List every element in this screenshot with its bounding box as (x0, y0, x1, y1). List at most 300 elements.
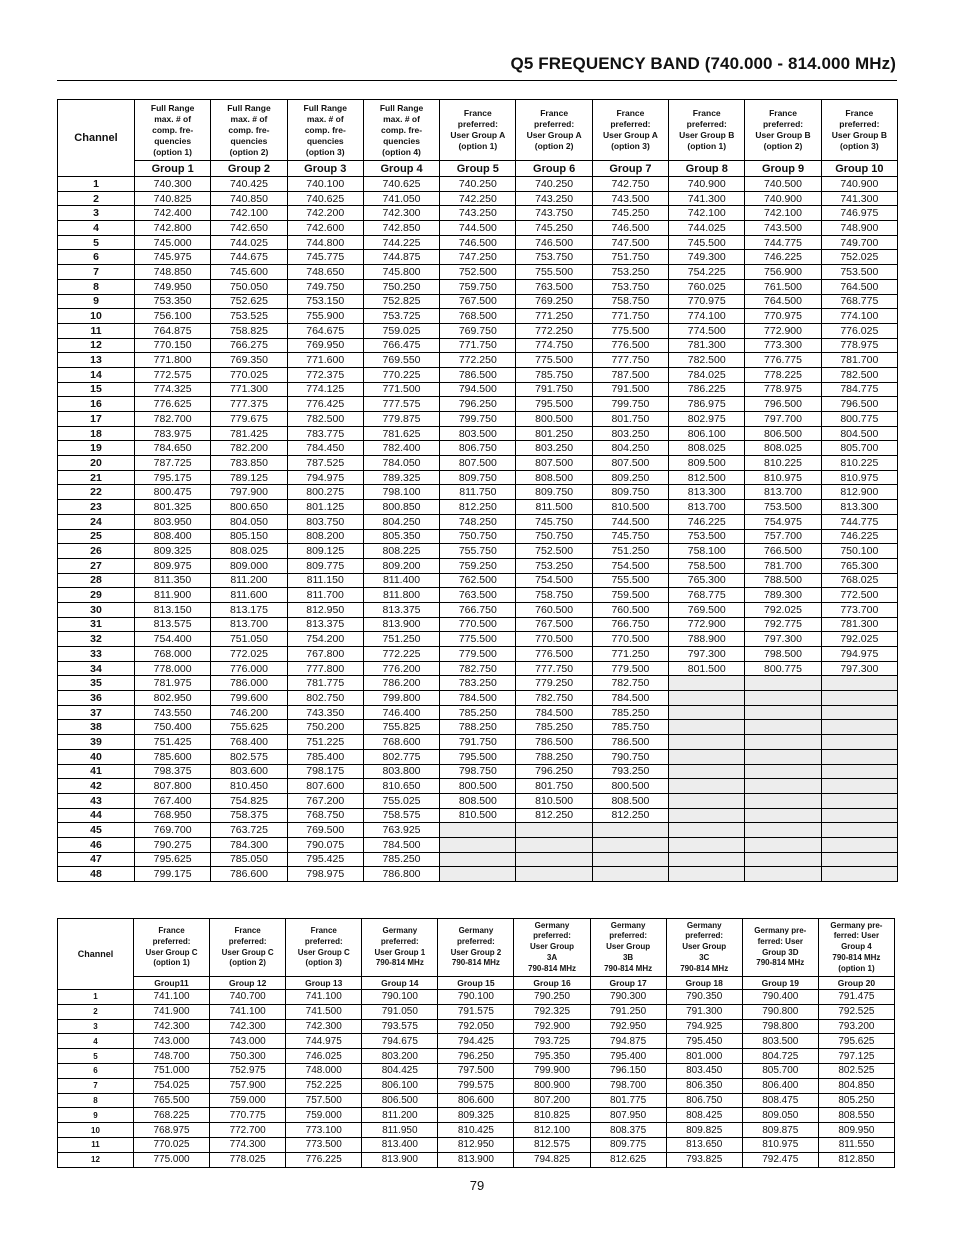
frequency-cell: 758.375 (211, 808, 287, 823)
empty-cell (669, 837, 745, 852)
frequency-cell: 746.400 (363, 705, 439, 720)
frequency-cell: 803.250 (592, 426, 668, 441)
frequency-cell: 742.800 (135, 221, 211, 236)
frequency-cell: 785.050 (211, 852, 287, 867)
frequency-cell: 769.350 (211, 353, 287, 368)
frequency-cell: 768.500 (440, 309, 516, 324)
frequency-cell: 791.300 (666, 1004, 742, 1019)
table-row (58, 265, 898, 280)
table-row (58, 485, 898, 500)
frequency-cell: 810.500 (440, 808, 516, 823)
empty-cell (592, 867, 668, 882)
frequency-cell: 740.625 (363, 177, 439, 192)
frequency-cell: 764.500 (821, 279, 897, 294)
frequency-cell: 813.700 (669, 500, 745, 515)
empty-cell (669, 705, 745, 720)
channel-number: 4 (58, 221, 135, 236)
frequency-cell: 811.750 (440, 485, 516, 500)
frequency-cell: 775.500 (516, 353, 592, 368)
frequency-cell: 782.500 (287, 412, 363, 427)
frequency-cell: 795.625 (135, 852, 211, 867)
frequency-cell: 791.475 (818, 990, 894, 1005)
frequency-cell: 809.975 (135, 558, 211, 573)
frequency-cell: 742.100 (745, 206, 821, 221)
column-header-line: 790-814 MHz (528, 963, 577, 973)
frequency-cell: 786.800 (363, 867, 439, 882)
frequency-cell: 775.500 (440, 632, 516, 647)
frequency-cell: 811.700 (287, 588, 363, 603)
frequency-cell: 810.975 (742, 1137, 818, 1152)
frequency-cell: 743.000 (134, 1034, 210, 1049)
frequency-cell: 784.500 (363, 837, 439, 852)
frequency-cell: 753.250 (516, 558, 592, 573)
column-header-line: Group 4 (841, 942, 872, 952)
frequency-cell: 813.150 (135, 602, 211, 617)
frequency-cell: 801.750 (592, 412, 668, 427)
frequency-cell: 803.450 (666, 1063, 742, 1078)
channel-number: 12 (58, 1152, 134, 1167)
frequency-cell: 798.500 (745, 647, 821, 662)
frequency-cell: 781.975 (135, 676, 211, 691)
frequency-cell: 776.200 (363, 661, 439, 676)
frequency-cell: 747.500 (592, 235, 668, 250)
frequency-cell: 768.750 (287, 808, 363, 823)
frequency-cell: 809.775 (590, 1137, 666, 1152)
frequency-cell: 766.475 (363, 338, 439, 353)
group-header: Group 18 (666, 977, 742, 990)
column-header (666, 919, 742, 977)
table-row (58, 309, 898, 324)
frequency-cell: 799.600 (211, 691, 287, 706)
frequency-cell: 770.150 (135, 338, 211, 353)
frequency-cell: 740.250 (516, 177, 592, 192)
channel-number: 33 (58, 647, 135, 662)
frequency-cell: 806.750 (440, 441, 516, 456)
frequency-cell: 740.100 (287, 177, 363, 192)
frequency-cell: 808.025 (669, 441, 745, 456)
frequency-cell: 781.625 (363, 426, 439, 441)
column-header-line: comp. fre- (304, 124, 346, 135)
frequency-cell: 800.500 (516, 412, 592, 427)
channel-number: 46 (58, 837, 135, 852)
frequency-cell: 788.250 (440, 720, 516, 735)
frequency-cell: 753.150 (287, 294, 363, 309)
frequency-cell: 770.500 (440, 617, 516, 632)
channel-number: 13 (58, 353, 135, 368)
frequency-cell: 809.750 (516, 485, 592, 500)
channel-number: 5 (58, 235, 135, 250)
table-row (58, 720, 898, 735)
frequency-cell: 811.550 (818, 1137, 894, 1152)
column-header-line: User Group (530, 942, 575, 952)
frequency-cell: 761.500 (745, 279, 821, 294)
frequency-cell: 758.825 (211, 323, 287, 338)
column-header-line: (option 3) (839, 141, 879, 151)
frequency-cell: 796.250 (440, 397, 516, 412)
frequency-cell: 795.425 (287, 852, 363, 867)
table-row (58, 558, 898, 573)
frequency-cell: 774.500 (669, 323, 745, 338)
empty-cell (669, 793, 745, 808)
table-row (58, 500, 898, 515)
frequency-cell: 790.800 (742, 1004, 818, 1019)
frequency-cell: 775.000 (134, 1152, 210, 1167)
frequency-cell: 758.500 (669, 558, 745, 573)
frequency-cell: 769.750 (440, 323, 516, 338)
frequency-cell: 811.400 (363, 573, 439, 588)
column-header-line: (option 1) (153, 146, 192, 157)
table-row (58, 1049, 895, 1064)
channel-number: 16 (58, 397, 135, 412)
frequency-cell: 773.500 (286, 1137, 362, 1152)
frequency-cell: 770.975 (745, 309, 821, 324)
column-header-line: User Group B (831, 130, 887, 140)
channel-number: 23 (58, 500, 135, 515)
frequency-cell: 809.050 (742, 1108, 818, 1123)
frequency-cell: 743.550 (135, 705, 211, 720)
frequency-cell: 800.500 (440, 779, 516, 794)
empty-cell (745, 808, 821, 823)
empty-cell (669, 808, 745, 823)
frequency-cell: 801.775 (590, 1093, 666, 1108)
frequency-cell: 797.300 (669, 647, 745, 662)
frequency-cell: 744.875 (363, 250, 439, 265)
frequency-cell: 766.750 (440, 602, 516, 617)
frequency-cell: 746.025 (286, 1049, 362, 1064)
frequency-cell: 751.050 (211, 632, 287, 647)
group-header: Group 12 (210, 977, 286, 990)
frequency-cell: 797.900 (211, 485, 287, 500)
channel-number: 22 (58, 485, 135, 500)
frequency-cell: 772.025 (211, 647, 287, 662)
table-row (58, 1063, 895, 1078)
empty-cell (745, 779, 821, 794)
column-header-line: max. # of (230, 113, 268, 124)
frequency-cell: 767.400 (135, 793, 211, 808)
frequency-cell: 782.750 (440, 661, 516, 676)
empty-cell (592, 823, 668, 838)
frequency-cell: 802.525 (818, 1063, 894, 1078)
column-header-line: User Group C (221, 947, 274, 957)
frequency-cell: 803.750 (287, 514, 363, 529)
frequency-cell: 806.400 (742, 1078, 818, 1093)
channel-number: 18 (58, 426, 135, 441)
frequency-cell: 812.575 (514, 1137, 590, 1152)
frequency-cell: 750.050 (211, 279, 287, 294)
frequency-cell: 813.700 (745, 485, 821, 500)
frequency-cell: 810.500 (592, 500, 668, 515)
column-header-line: France (540, 108, 569, 118)
frequency-cell: 772.575 (135, 367, 211, 382)
column-header-line: (option 2) (534, 141, 574, 151)
frequency-cell: 752.500 (440, 265, 516, 280)
frequency-cell: 809.250 (592, 470, 668, 485)
frequency-cell: 776.025 (821, 323, 897, 338)
frequency-cell: 766.500 (745, 544, 821, 559)
frequency-cell: 811.350 (135, 573, 211, 588)
column-header-line: (option 2) (229, 958, 266, 968)
frequency-cell: 809.500 (669, 456, 745, 471)
frequency-cell: 742.300 (134, 1019, 210, 1034)
column-header-line: User Group 2 (450, 947, 502, 957)
frequency-cell: 770.500 (592, 632, 668, 647)
frequency-cell: 765.300 (821, 558, 897, 573)
empty-cell (745, 837, 821, 852)
empty-cell (669, 867, 745, 882)
frequency-cell: 806.500 (362, 1093, 438, 1108)
frequency-cell: 795.500 (516, 397, 592, 412)
empty-cell (516, 837, 592, 852)
frequency-cell: 796.500 (745, 397, 821, 412)
frequency-cell: 743.000 (210, 1034, 286, 1049)
column-header-line: max. # of (383, 113, 420, 124)
table-row (58, 426, 898, 441)
frequency-cell: 746.500 (440, 235, 516, 250)
frequency-cell: 751.250 (363, 632, 439, 647)
frequency-cell: 768.775 (821, 294, 897, 309)
frequency-cell: 794.675 (362, 1034, 438, 1049)
frequency-cell: 781.700 (821, 353, 897, 368)
column-header-line: 790-814 MHz (375, 958, 424, 968)
frequency-cell: 772.375 (287, 367, 363, 382)
frequency-cell: 742.400 (135, 206, 211, 221)
frequency-cell: 764.675 (287, 323, 363, 338)
frequency-cell: 741.900 (134, 1004, 210, 1019)
frequency-cell: 806.500 (745, 426, 821, 441)
frequency-cell: 811.200 (362, 1108, 438, 1123)
frequency-cell: 803.600 (211, 764, 287, 779)
frequency-cell: 785.400 (287, 749, 363, 764)
frequency-cell: 744.775 (745, 235, 821, 250)
frequency-cell: 748.250 (440, 514, 516, 529)
frequency-cell: 807.950 (590, 1108, 666, 1123)
frequency-cell: 811.500 (516, 500, 592, 515)
frequency-cell: 808.025 (211, 544, 287, 559)
frequency-cell: 785.250 (363, 852, 439, 867)
column-header-line: Full Range (150, 102, 195, 113)
frequency-cell: 755.900 (287, 309, 363, 324)
frequency-cell: 763.925 (363, 823, 439, 838)
frequency-cell: 770.775 (210, 1108, 286, 1123)
column-header (821, 100, 897, 161)
frequency-cell: 759.025 (363, 323, 439, 338)
frequency-cell: 793.250 (592, 764, 668, 779)
group-header: Group 17 (590, 977, 666, 990)
frequency-cell: 812.250 (592, 808, 668, 823)
page-number: 79 (469, 1178, 485, 1193)
column-header-line: (option 3) (611, 141, 650, 151)
frequency-cell: 808.200 (287, 529, 363, 544)
frequency-cell: 803.200 (362, 1049, 438, 1064)
group-header: Group 8 (669, 161, 745, 177)
frequency-cell: 804.250 (363, 514, 439, 529)
frequency-cell: 807.600 (287, 779, 363, 794)
frequency-cell: 800.650 (211, 500, 287, 515)
frequency-cell: 805.700 (821, 441, 897, 456)
empty-cell (440, 867, 516, 882)
frequency-cell: 750.750 (516, 529, 592, 544)
column-header-line: max. # of (306, 113, 344, 124)
column-header-line: France (310, 925, 337, 935)
frequency-cell: 794.500 (440, 382, 516, 397)
group-header: Group 5 (440, 161, 516, 177)
frequency-cell: 809.950 (818, 1123, 894, 1138)
frequency-cell: 750.400 (135, 720, 211, 735)
frequency-cell: 754.500 (516, 573, 592, 588)
empty-cell (821, 823, 897, 838)
frequency-cell: 754.500 (592, 558, 668, 573)
frequency-cell: 773.100 (286, 1123, 362, 1138)
frequency-cell: 794.925 (666, 1019, 742, 1034)
frequency-cell: 782.500 (821, 367, 897, 382)
frequency-cell: 797.700 (745, 412, 821, 427)
frequency-cell: 777.575 (363, 397, 439, 412)
frequency-cell: 748.900 (821, 221, 897, 236)
frequency-table-groups-11-20 (57, 918, 895, 1168)
table-row (58, 661, 898, 676)
frequency-cell: 742.100 (669, 206, 745, 221)
table-row (58, 602, 898, 617)
column-header-line: 790-814 MHz (832, 952, 881, 962)
frequency-cell: 748.700 (134, 1049, 210, 1064)
column-header-line: User Group C (145, 947, 198, 957)
channel-number: 21 (58, 470, 135, 485)
channel-number: 42 (58, 779, 135, 794)
column-header-line: ferred: User (833, 931, 880, 941)
channel-number: 11 (58, 323, 135, 338)
frequency-cell: 790.275 (135, 837, 211, 852)
frequency-cell: 774.325 (135, 382, 211, 397)
frequency-cell: 742.750 (592, 177, 668, 192)
empty-cell (440, 852, 516, 867)
frequency-cell: 753.250 (592, 265, 668, 280)
channel-number: 28 (58, 573, 135, 588)
frequency-cell: 750.250 (363, 279, 439, 294)
channel-number: 3 (58, 206, 135, 221)
frequency-cell: 784.500 (440, 691, 516, 706)
table-row (58, 749, 898, 764)
frequency-cell: 753.525 (211, 309, 287, 324)
empty-cell (669, 764, 745, 779)
column-header (818, 919, 894, 977)
frequency-cell: 786.975 (669, 397, 745, 412)
channel-number: 24 (58, 514, 135, 529)
column-header-line: User Group 1 (374, 947, 426, 957)
frequency-cell: 794.875 (590, 1034, 666, 1049)
empty-cell (821, 867, 897, 882)
channel-number: 6 (58, 1063, 134, 1078)
frequency-cell: 744.775 (821, 514, 897, 529)
frequency-cell: 785.750 (592, 720, 668, 735)
frequency-cell: 785.250 (440, 705, 516, 720)
table-row (58, 676, 898, 691)
frequency-cell: 802.950 (135, 691, 211, 706)
frequency-cell: 789.300 (745, 588, 821, 603)
column-header-line: ferred: User (757, 936, 803, 946)
frequency-cell: 754.025 (134, 1078, 210, 1093)
column-header-line: User Group (606, 942, 651, 952)
frequency-cell: 798.750 (440, 764, 516, 779)
column-header-line: (option 1) (838, 963, 875, 973)
frequency-cell: 752.500 (516, 544, 592, 559)
empty-cell (821, 779, 897, 794)
column-header (286, 919, 362, 977)
column-header-line: 3C (699, 952, 710, 962)
frequency-cell: 784.500 (592, 691, 668, 706)
frequency-cell: 813.900 (363, 617, 439, 632)
channel-number: 10 (58, 1123, 134, 1138)
frequency-cell: 755.500 (516, 265, 592, 280)
frequency-cell: 745.250 (592, 206, 668, 221)
column-header-line: comp. fre- (380, 124, 423, 135)
frequency-cell: 749.300 (669, 250, 745, 265)
frequency-cell: 791.050 (362, 1004, 438, 1019)
column-header-line: (option 3) (305, 146, 345, 157)
column-header-line: preferred: (304, 936, 343, 946)
frequency-cell: 750.300 (210, 1049, 286, 1064)
table-row (58, 1004, 895, 1019)
frequency-cell: 744.025 (669, 221, 745, 236)
channel-number: 4 (58, 1034, 134, 1049)
frequency-cell: 743.250 (516, 191, 592, 206)
frequency-cell: 811.900 (135, 588, 211, 603)
frequency-cell: 769.700 (135, 823, 211, 838)
frequency-cell: 797.500 (438, 1063, 514, 1078)
frequency-cell: 781.700 (745, 558, 821, 573)
frequency-cell: 740.425 (211, 177, 287, 192)
table-row (58, 235, 898, 250)
frequency-cell: 806.100 (362, 1078, 438, 1093)
channel-number: 12 (58, 338, 135, 353)
frequency-cell: 813.650 (666, 1137, 742, 1152)
channel-number: 15 (58, 382, 135, 397)
table-row (58, 837, 898, 852)
column-header (211, 100, 287, 161)
empty-cell (821, 764, 897, 779)
group-header: Group 10 (821, 161, 897, 177)
table-row (58, 779, 898, 794)
column-header-line: 790-814 MHz (451, 958, 500, 968)
frequency-cell: 805.700 (742, 1063, 818, 1078)
frequency-cell: 809.750 (592, 485, 668, 500)
table-row (58, 647, 898, 662)
frequency-cell: 813.300 (669, 485, 745, 500)
frequency-cell: 763.500 (516, 279, 592, 294)
frequency-cell: 807.200 (514, 1093, 590, 1108)
frequency-cell: 812.850 (818, 1152, 894, 1167)
frequency-cell: 772.700 (210, 1123, 286, 1138)
channel-number: 1 (58, 990, 134, 1005)
column-header-line: preferred: (152, 936, 191, 946)
frequency-cell: 771.750 (592, 309, 668, 324)
table-row (58, 250, 898, 265)
frequency-cell: 742.600 (287, 221, 363, 236)
frequency-cell: 763.500 (440, 588, 516, 603)
frequency-cell: 769.500 (669, 602, 745, 617)
table-row (58, 382, 898, 397)
frequency-cell: 794.975 (287, 470, 363, 485)
frequency-cell: 790.750 (592, 749, 668, 764)
group-header: Group 13 (286, 977, 362, 990)
frequency-cell: 772.900 (745, 323, 821, 338)
frequency-cell: 798.975 (287, 867, 363, 882)
table-row (58, 529, 898, 544)
column-header-line: comp. fre- (228, 124, 270, 135)
column-header-line: preferred: (457, 119, 498, 129)
frequency-cell: 808.500 (516, 470, 592, 485)
frequency-cell: 745.750 (516, 514, 592, 529)
frequency-cell: 776.000 (211, 661, 287, 676)
